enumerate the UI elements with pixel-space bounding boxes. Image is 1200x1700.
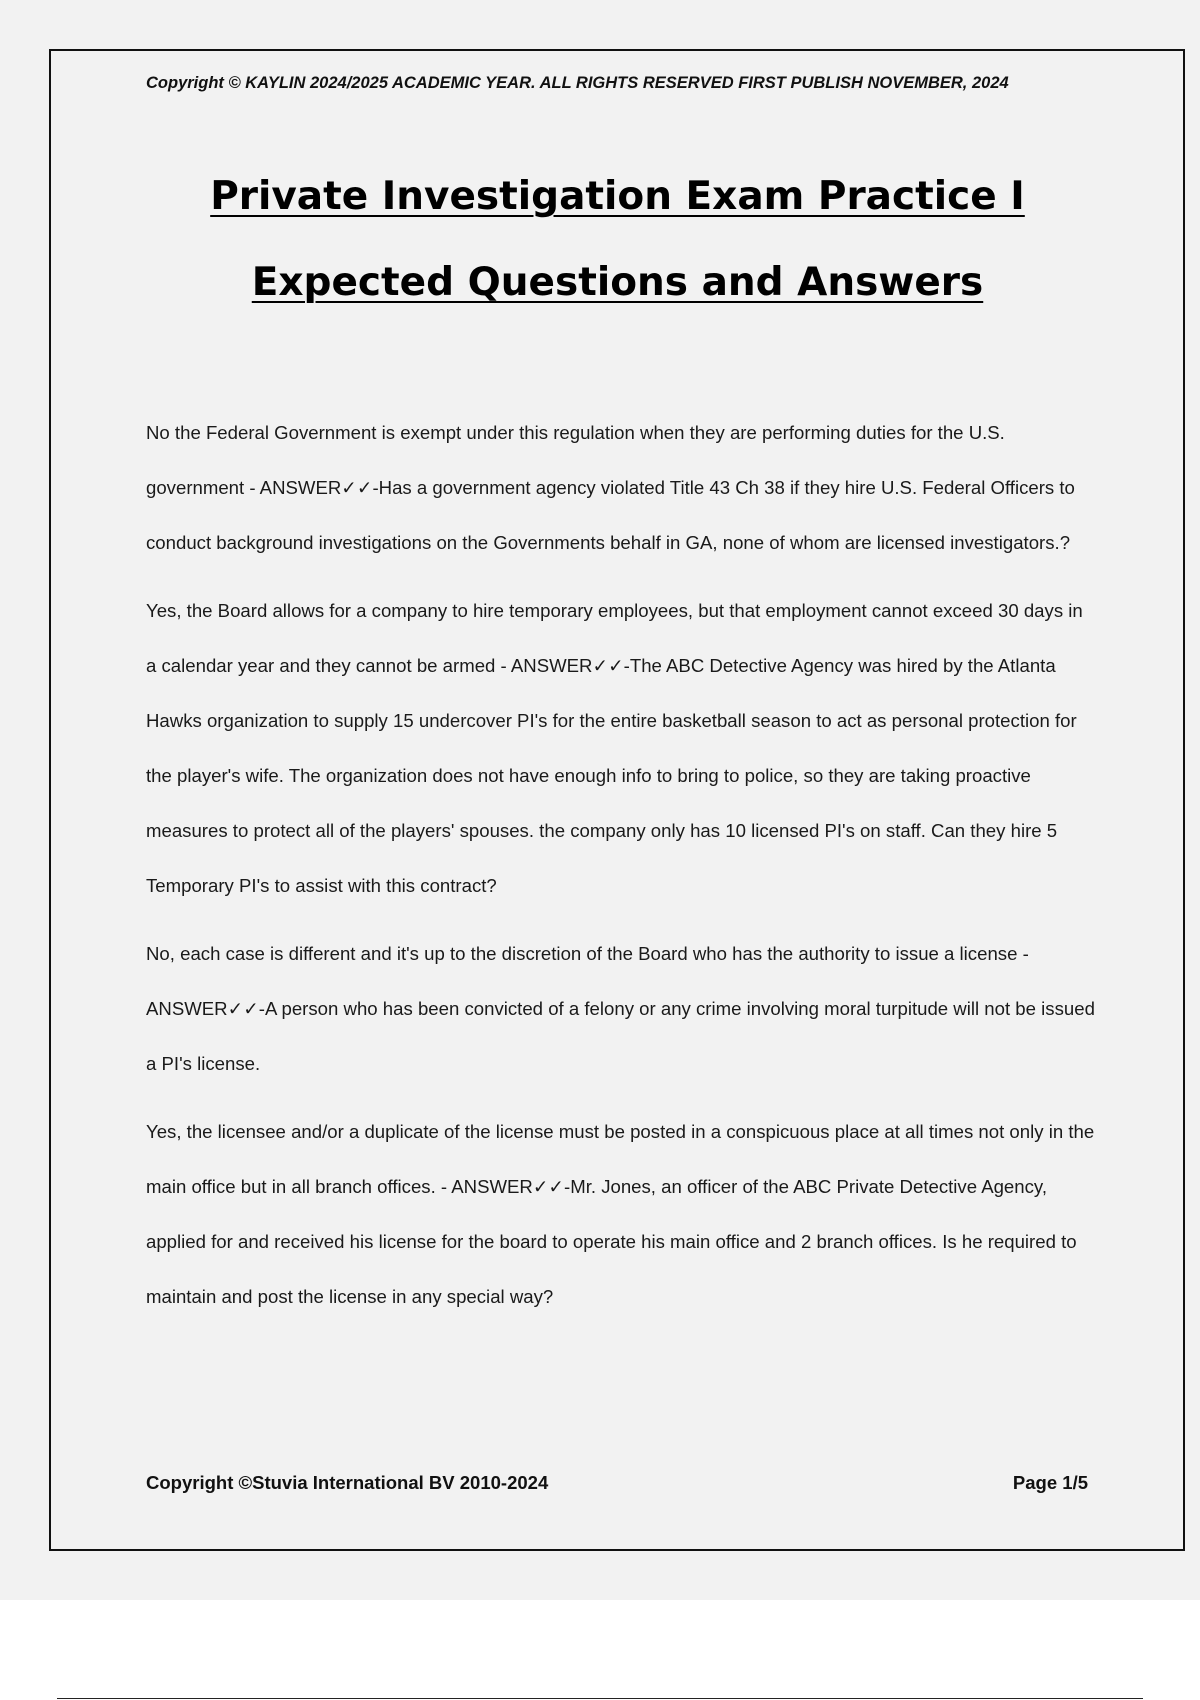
document-title-line-2 <box>100 260 1135 305</box>
qa-item-4: Yes, the licensee and/or a duplicate of the license must be posted in a conspicuous place at all times not only in the main office but in all branch offices. - ANSWER✓✓-Mr. Jones, an officer of the ABC Private Detective Agency, applied for and received his license for the board to operate his main office and 2 branch offices. Is he required to maintain and post the license in any special way? <box>146 1121 1095 1307</box>
page-number: Page 1/5 <box>1012 1472 1088 1493</box>
next-page-divider <box>57 1698 1143 1699</box>
title-text-1: Private Investigation Exam Practice I <box>210 174 1025 219</box>
qa-item-3: No, each case is different and it's up to the discretion of the Board who has the authority to issue a license - ANSWER✓✓-A person who has been convicted of a felony or any crime involving moral turpitude will not be issued a PI's license. <box>146 943 1095 1074</box>
footer-copyright: Copyright ©Stuvia International BV 2010-2024 <box>146 1472 549 1493</box>
qa-item-1: No the Federal Government is exempt under this regulation when they are performing duties for the U.S. government - ANSWER✓✓-Has a government agency violated Title 43 Ch 38 if they hire U.S. Federal Officers to conduct background investigations on the Governments behalf in GA, none of whom are licensed investigators.? <box>146 422 1075 553</box>
qa-content <box>146 405 1096 1337</box>
title-text-2: Expected Questions and Answers <box>251 260 984 305</box>
qa-item-2: Yes, the Board allows for a company to hire temporary employees, but that employment cannot exceed 30 days in a calendar year and they cannot be armed - ANSWER✓✓-The ABC Detective Agency was hired by the Atlanta Hawks organization to supply 15 undercover PI's for the entire basketball season to act as personal protection for the player's wife. The organization does not have enough info to bring to police, so they are taking proactive measures to protect all of the players' spouses. the company only has 10 licensed PI's on staff. Can they hire 5 Temporary PI's to assist with this contract? <box>146 600 1083 896</box>
header-copyright: Copyright © KAYLIN 2024/2025 ACADEMIC YEAR. ALL RIGHTS RESERVED FIRST PUBLISH NOVEMBER, 2024 <box>146 74 1009 92</box>
document-title-line-1 <box>100 174 1135 219</box>
